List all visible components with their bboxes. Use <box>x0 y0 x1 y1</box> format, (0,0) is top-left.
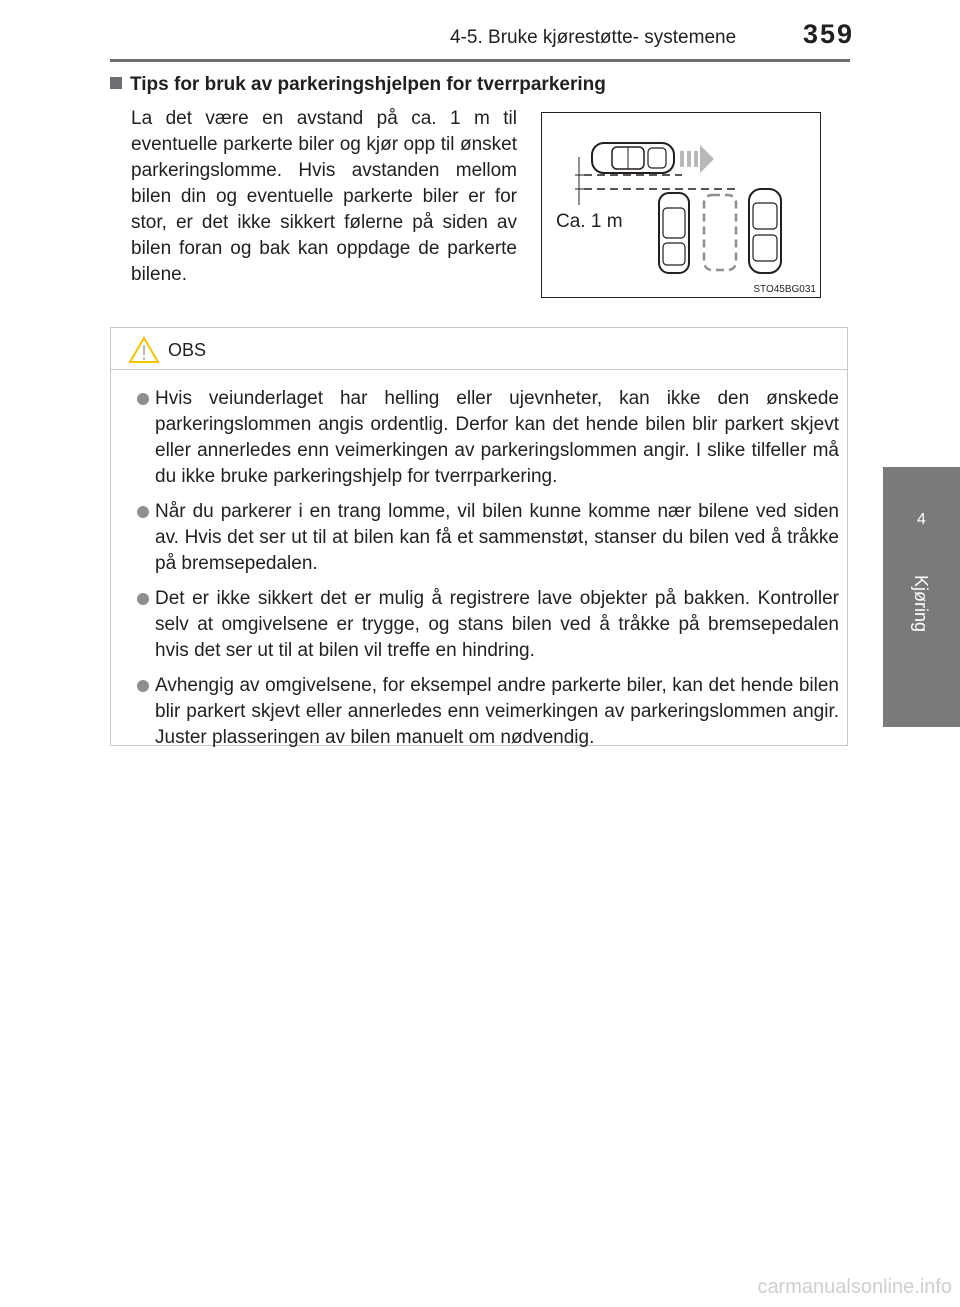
warning-triangle-icon <box>128 336 160 364</box>
bullet-icon <box>137 393 149 405</box>
header-title: 4-5. Bruke kjørestøtte- systemene <box>450 27 737 48</box>
bullet-icon <box>137 593 149 605</box>
list-item <box>137 386 839 490</box>
list-item <box>137 499 839 577</box>
parking-figure <box>541 112 821 298</box>
parking-slot-outline <box>704 195 736 270</box>
section-heading <box>110 74 606 96</box>
list-item <box>137 673 839 751</box>
watermark: carmanualsonline.info <box>757 1276 952 1298</box>
section-heading-text: Tips for bruk av parkeringshjelpen for tverrparkering <box>130 74 606 95</box>
parking-illustration <box>542 113 822 299</box>
obs-label: OBS <box>168 340 207 360</box>
obs-item-text: Avhengig av omgivelsene, for eksempel andre parkerte biler, kan det hende bilen blir parkert skjevt eller annerledes enn veimerkingen av parkeringslommen angir. Juster plasseringen av bilen manuelt om nødvendig. <box>155 675 839 748</box>
obs-list <box>137 386 839 760</box>
obs-item-text: Hvis veiunderlaget har helling eller ujevnheter, kan ikke den ønskede parkeringslommen angis ordentlig. Derfor kan det hende bilen blir parkert skjevt eller annerledes enn veimerkingen av parkeringslommen angir. I slike tilfeller må du ikke bruke parkeringshjelp for tverrparkering. <box>155 388 839 487</box>
obs-item-text: Når du parkerer i en trang lomme, vil bilen kunne komme nær bilene ved siden av. Hvis det ser ut til at bilen kan få et sammenstøt, stanser du bilen ved å tråkke på bremsepedalen. <box>155 501 839 574</box>
bullet-icon <box>137 680 149 692</box>
list-item <box>137 586 839 664</box>
chapter-number: 4 <box>917 511 926 528</box>
chapter-label: Kjøring <box>911 575 931 633</box>
chapter-tab[interactable] <box>883 467 960 727</box>
distance-label: Ca. 1 m <box>556 211 623 232</box>
square-bullet-icon <box>110 77 122 89</box>
moving-car-icon <box>592 143 674 173</box>
page-number: 359 <box>803 19 855 49</box>
obs-header <box>111 328 847 370</box>
parked-car-right-icon <box>749 189 781 273</box>
header-rule <box>110 59 850 62</box>
bullet-icon <box>137 506 149 518</box>
direction-arrow-icon <box>680 145 714 173</box>
section-body: La det være en avstand på ca. 1 m til eventuelle parkerte biler og kjør opp til ønsket parkeringslomme. Hvis avstanden mellom bilen din og eventuelle parkerte biler er for stor, er det ikke sikkert følerne på siden av bilen foran og bak kan oppdage de parkerte bilene. <box>131 108 517 285</box>
figure-code: STO45BG031 <box>753 284 816 295</box>
obs-notice-box <box>110 327 848 746</box>
parked-car-left-icon <box>659 193 689 273</box>
obs-item-text: Det er ikke sikkert det er mulig å registrere lave objekter på bakken. Kontroller selv at omgivelsene er trygge, og stans bilen ved å tråkke på bremsepedalen hvis det ser ut til at bilen vil treffe en hindring. <box>155 588 839 661</box>
